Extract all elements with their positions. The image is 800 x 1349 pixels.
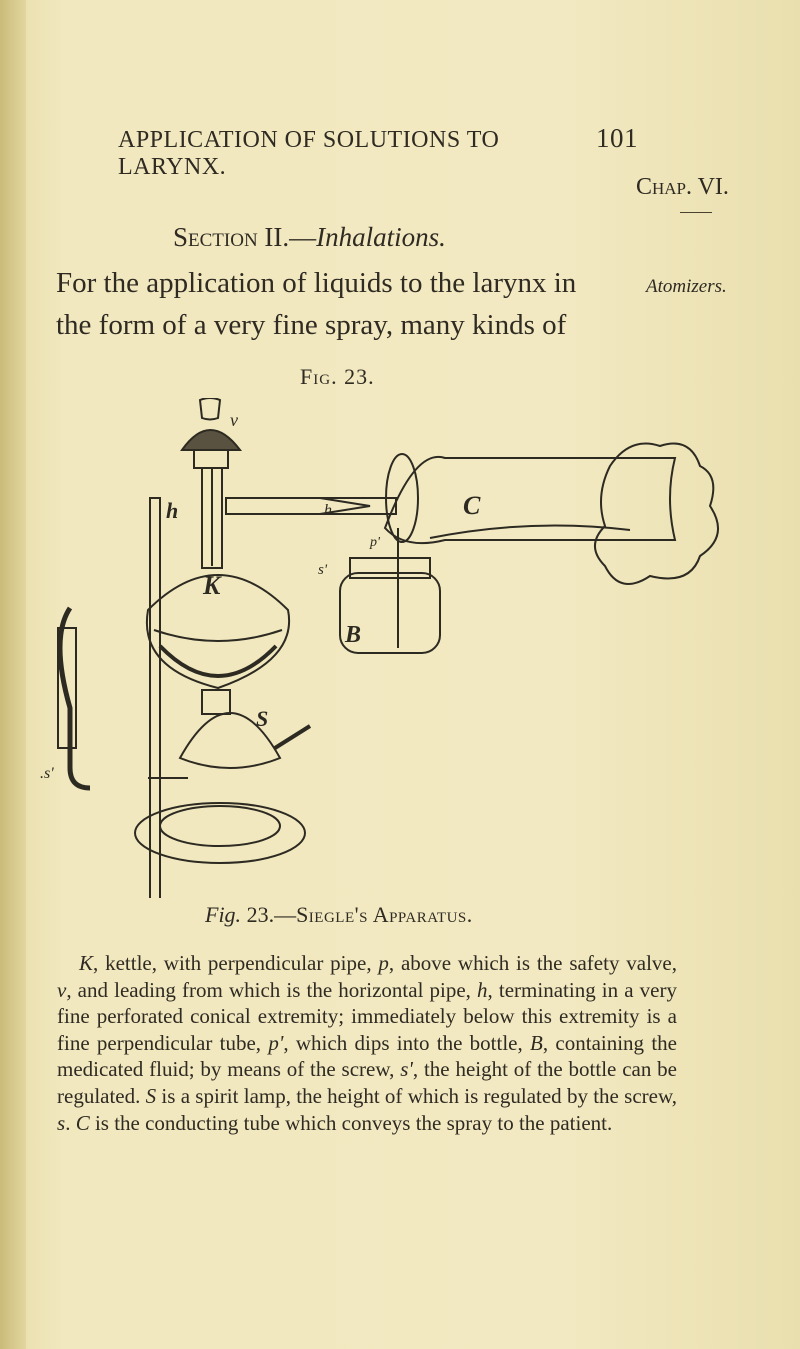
- valve-cap: [182, 430, 240, 450]
- desc-b: B: [530, 1030, 543, 1055]
- horizontal-pipe: [226, 498, 396, 514]
- running-head-title: APPLICATION OF SOLUTIONS TO LARYNX.: [118, 127, 500, 180]
- desc-v: v: [57, 977, 67, 1002]
- body-line-2: the form of a very fine spray, many kinds of: [56, 309, 567, 341]
- stand-rod: [150, 498, 160, 898]
- desc-t8: is a spirit lamp, the height of which is regulated by the screw,: [156, 1083, 678, 1108]
- section-dash: —: [289, 222, 317, 252]
- chapter-label: Chap. VI.: [636, 174, 729, 200]
- lamp-handle: [275, 726, 310, 748]
- letter-C: C: [463, 491, 481, 520]
- chapter-rule: [680, 212, 712, 213]
- section-label: Section II.: [173, 222, 290, 252]
- desc-p2: p': [268, 1030, 284, 1055]
- figure-label: Fig. 23.: [300, 364, 375, 389]
- letter-s-prime-bottom: .s': [40, 765, 54, 782]
- kettle-seam: [154, 630, 282, 641]
- desc-s2: s: [57, 1110, 66, 1135]
- valve-neck: [194, 450, 228, 468]
- desc-t3: , and leading from which is the horizontal pipe,: [66, 977, 478, 1002]
- desc-t1: , kettle, with perpendicular pipe,: [93, 951, 379, 975]
- desc-t9: .: [65, 1110, 76, 1135]
- desc-t4: , terminating in a very fine perforated conical extremity; immediately below this extremity is a fine perpendicular tube,: [57, 977, 677, 1055]
- spray-cloud: [595, 444, 718, 585]
- body-line-1: For the application of liquids to the larynx in: [56, 267, 577, 299]
- desc-k: K: [79, 951, 94, 975]
- desc-c: C: [75, 1110, 90, 1135]
- desc-s1: s': [400, 1057, 413, 1082]
- stand-base-top: [160, 806, 280, 846]
- conducting-tube: [385, 457, 675, 543]
- running-head: [118, 123, 638, 181]
- letter-S: S: [256, 706, 269, 731]
- figure-description: [57, 950, 677, 1136]
- page-number: 101: [596, 123, 638, 153]
- caption-title: Siegle's Apparatus.: [296, 902, 473, 927]
- desc-t2: , above which is the safety valve,: [388, 951, 677, 975]
- body-paragraph: [56, 262, 656, 346]
- bottle-neck: [350, 558, 430, 578]
- figure-caption: [205, 902, 473, 928]
- letter-B: B: [345, 622, 362, 648]
- desc-t10: is the conducting tube which conveys the spray to the patient.: [89, 1110, 613, 1135]
- letter-v: v: [230, 410, 238, 430]
- desc-t7: , the height of the bottle can be regulated.: [57, 1057, 677, 1108]
- illustration-linework: [58, 398, 718, 898]
- letter-p-prime: p': [370, 535, 380, 550]
- caption-number: 23.—: [241, 902, 297, 927]
- desc-p: p: [378, 951, 389, 975]
- letter-K: K: [203, 571, 221, 600]
- section-heading: [173, 222, 446, 253]
- desc-t5: , which dips into the bottle,: [283, 1030, 531, 1055]
- lamp-wick-holder: [202, 690, 230, 714]
- caption-fig: Fig.: [205, 902, 242, 927]
- margin-note: Atomizers.: [646, 276, 727, 297]
- desc-t6: , containing the medicated fluid; by means of the screw,: [57, 1030, 677, 1082]
- desc-S: S: [145, 1083, 157, 1108]
- page-gutter: [0, 0, 26, 1349]
- valve-knob: [200, 398, 220, 420]
- figure-letters: [40, 410, 481, 782]
- letter-h: h: [166, 498, 179, 523]
- siegle-apparatus-illustration: [30, 398, 730, 898]
- section-title: Inhalations.: [316, 222, 446, 252]
- desc-h: h: [477, 977, 488, 1002]
- letter-s-prime-top: s': [318, 562, 328, 578]
- letter-h-inner: h: [324, 502, 332, 519]
